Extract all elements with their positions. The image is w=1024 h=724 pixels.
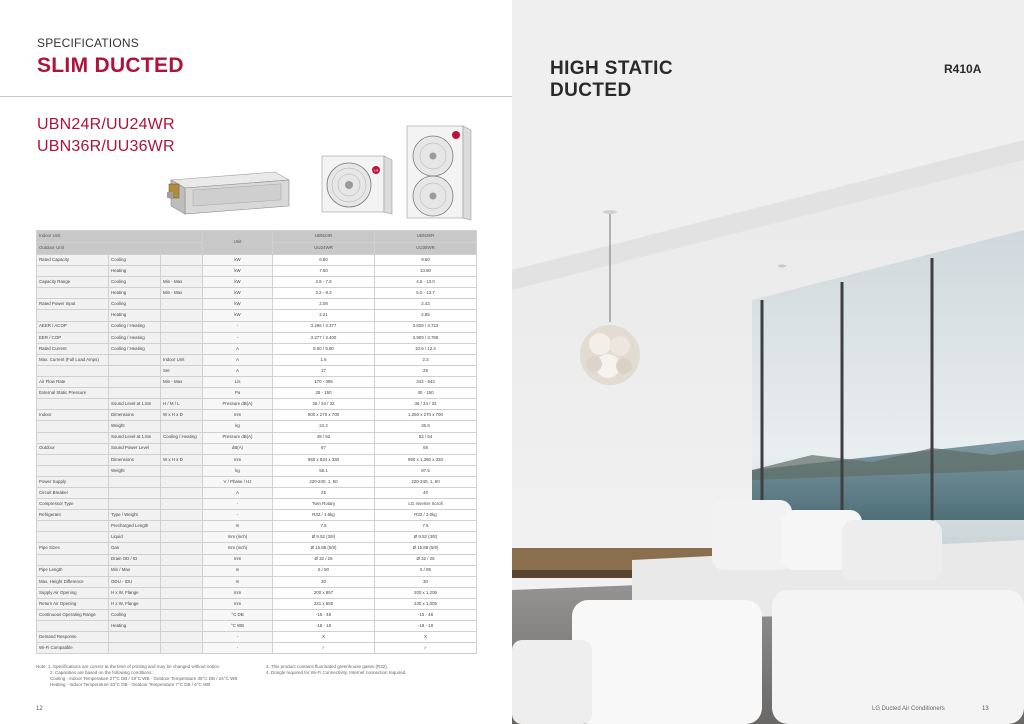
spec-param	[37, 421, 109, 432]
spec-value-model-1: -18 - 18	[273, 621, 375, 632]
spec-value-model-2: LG Inverter Scroll	[375, 499, 477, 510]
spec-value-model-1: 25 - 150	[273, 388, 375, 399]
spec-unit: kW	[203, 288, 273, 299]
spec-condition	[161, 510, 203, 521]
spec-subparam	[109, 487, 161, 498]
spec-value-model-1: 170 - 396	[273, 377, 375, 388]
note-line: 2. Capacities are based on the following conditions:	[50, 670, 153, 675]
header-indoor-label: Indoor Unit	[37, 231, 203, 243]
spec-condition: Min - Max	[161, 288, 203, 299]
spec-value-model-1: 5 / 50	[273, 565, 375, 576]
spec-value-model-1: R32 / 1.6kg	[273, 510, 375, 521]
spec-unit: -	[203, 332, 273, 343]
spec-param: Capacity Range	[37, 277, 109, 288]
spec-value-model-2: 36.5	[375, 421, 477, 432]
spec-value-model-2: 4.5 - 13.0	[375, 277, 477, 288]
spec-condition	[161, 598, 203, 609]
spec-subparam	[109, 365, 161, 376]
spec-param	[37, 554, 109, 565]
spec-param: AEER / ACOP	[37, 321, 109, 332]
spec-condition	[161, 565, 203, 576]
spec-unit: -	[203, 632, 273, 643]
spec-unit: °C WB	[203, 621, 273, 632]
table-row	[37, 255, 477, 266]
spec-condition: W x H x D	[161, 410, 203, 421]
spec-condition: Set	[161, 365, 203, 376]
spec-param	[37, 532, 109, 543]
spec-value-model-2: 28	[375, 365, 477, 376]
refrigerant-label: R410A	[944, 62, 982, 76]
notes-column-1	[36, 664, 266, 688]
spec-value-model-1: 25	[273, 487, 375, 498]
spec-subparam: Heating	[109, 266, 161, 277]
spec-param: Max. Height Difference	[37, 576, 109, 587]
table-row	[37, 521, 477, 532]
spec-param	[37, 621, 109, 632]
table-row	[37, 632, 477, 643]
spec-unit: -	[203, 321, 273, 332]
spec-value-model-2: Ø 9.52 (3/8)	[375, 532, 477, 543]
table-row	[37, 421, 477, 432]
table-row	[37, 465, 477, 476]
spec-value-model-1: 200 x 857	[273, 587, 375, 598]
spec-value-model-2: 2.3	[375, 354, 477, 365]
spec-value-model-2: -18 - 18	[375, 621, 477, 632]
spec-value-model-1: 9.00 / 9.80	[273, 343, 375, 354]
spec-subparam	[109, 377, 161, 388]
spec-condition	[161, 532, 203, 543]
spec-value-model-2: 9.50	[375, 255, 477, 266]
spec-value-model-2: 87.5	[375, 465, 477, 476]
spec-unit: A	[203, 343, 273, 354]
spec-subparam: Weight	[109, 421, 161, 432]
spec-subparam	[109, 354, 161, 365]
spec-unit: kW	[203, 255, 273, 266]
spec-value-model-1: 900 x 270 x 700	[273, 410, 375, 421]
spec-param: EER / COP	[37, 332, 109, 343]
spec-value-model-2: 2.43	[375, 299, 477, 310]
spec-unit: A	[203, 487, 273, 498]
right-page	[512, 0, 1024, 724]
spec-param	[37, 465, 109, 476]
spec-condition	[161, 543, 203, 554]
spec-param: Pipe Sizes	[37, 543, 109, 554]
table-row	[37, 277, 477, 288]
spec-value-model-1: 3.256 / 3.377	[273, 321, 375, 332]
table-row	[37, 399, 477, 410]
spec-subparam: Sound Level at 1.5m	[109, 399, 161, 410]
note-line: 4. Dongle required for Wi-Fi Connectivity. Internet connection required.	[266, 670, 407, 675]
spec-value-model-2: 7.5	[375, 521, 477, 532]
spec-unit: -	[203, 510, 273, 521]
spec-subparam: Sound Power Level	[109, 443, 161, 454]
table-row	[37, 388, 477, 399]
spec-param: Outdoor	[37, 443, 109, 454]
spec-param	[37, 454, 109, 465]
spec-value-model-2: 68	[375, 443, 477, 454]
spec-condition	[161, 443, 203, 454]
specifications-table	[36, 230, 477, 654]
table-row	[37, 643, 477, 654]
spec-value-model-1: 2.08	[273, 299, 375, 310]
spec-condition	[161, 632, 203, 643]
spec-subparam: Cooling / Heating	[109, 343, 161, 354]
spec-value-model-2: 40	[375, 487, 477, 498]
spec-condition	[161, 266, 203, 277]
spec-condition: Min - Max	[161, 377, 203, 388]
table-row	[37, 454, 477, 465]
spec-subparam: Drain OD / ID	[109, 554, 161, 565]
spec-param	[37, 310, 109, 321]
header-model-2-indoor: UBN36R	[375, 231, 477, 243]
spec-unit: °C DB	[203, 610, 273, 621]
spec-param: Power Supply	[37, 476, 109, 487]
spec-unit: kg	[203, 465, 273, 476]
section-kicker: SPECIFICATIONS	[37, 36, 139, 50]
table-row	[37, 487, 477, 498]
spec-subparam: Type / Weight	[109, 510, 161, 521]
spec-value-model-2: 1,250 x 270 x 700	[375, 410, 477, 421]
spec-condition	[161, 476, 203, 487]
spec-value-model-1: 58.1	[273, 465, 375, 476]
table-row	[37, 288, 477, 299]
spec-subparam: Precharged Length	[109, 521, 161, 532]
page-number-left: 12	[36, 706, 43, 712]
spec-param: Indoor	[37, 410, 109, 421]
spec-unit: m	[203, 565, 273, 576]
table-row	[37, 354, 477, 365]
spec-value-model-2: X	[375, 632, 477, 643]
spec-value-model-1: Ø 15.88 (5/8)	[273, 543, 375, 554]
header-outdoor-label: Outdoor Unit	[37, 243, 203, 255]
spec-unit: A	[203, 365, 273, 376]
page-number-right: 13	[982, 706, 989, 712]
spec-param	[37, 521, 109, 532]
table-row	[37, 332, 477, 343]
spec-value-model-2: 40 - 150	[375, 388, 477, 399]
table-row	[37, 343, 477, 354]
spec-unit: A	[203, 354, 273, 365]
spec-unit: -	[203, 643, 273, 654]
table-row	[37, 365, 477, 376]
spec-param: Wi-Fi Compatible	[37, 643, 109, 654]
notes-column-2	[266, 664, 476, 676]
spec-param: Circuit Breaker	[37, 487, 109, 498]
spec-value-model-2: 10.6 / 12.4	[375, 343, 477, 354]
table-row	[37, 510, 477, 521]
spec-value-model-1: 2.21	[273, 310, 375, 321]
spec-value-model-2: 230 x 1,005	[375, 598, 477, 609]
spec-condition	[161, 621, 203, 632]
living-room-photo	[512, 0, 1024, 724]
table-row	[37, 499, 477, 510]
spec-value-model-1: 3.2 - 8.3	[273, 288, 375, 299]
spec-value-model-2: 3.829 / 3.723	[375, 321, 477, 332]
spec-subparam	[109, 476, 161, 487]
table-row	[37, 587, 477, 598]
spec-condition	[161, 332, 203, 343]
spec-unit: Pressure dB(A)	[203, 432, 273, 443]
spec-subparam: Weight	[109, 465, 161, 476]
spec-condition	[161, 554, 203, 565]
spec-condition: H / M / L	[161, 399, 203, 410]
spec-param: Rated Capacity	[37, 255, 109, 266]
spec-value-model-1: 7.5	[273, 521, 375, 532]
spec-value-model-1: 2.8 - 7.8	[273, 277, 375, 288]
spec-subparam: H x W, Flange	[109, 587, 161, 598]
spec-value-model-2: 220-240, 1, 50	[375, 476, 477, 487]
spec-param: Air Flow Rate	[37, 377, 109, 388]
spec-param: Supply Air Opening	[37, 587, 109, 598]
spec-condition	[161, 587, 203, 598]
spec-subparam	[109, 632, 161, 643]
spec-value-model-1: -15 - 48	[273, 610, 375, 621]
spec-unit: -	[203, 499, 273, 510]
spec-subparam: Gas	[109, 543, 161, 554]
spec-value-model-1: 220-240, 1, 50	[273, 476, 375, 487]
spec-param	[37, 399, 109, 410]
spec-condition	[161, 255, 203, 266]
spec-subparam: Cooling	[109, 610, 161, 621]
spec-unit: L/s	[203, 377, 273, 388]
model-name-1: UBN24R/UU24WR	[37, 116, 175, 133]
spec-condition	[161, 610, 203, 621]
spec-value-model-2: 3.909 / 3.789	[375, 332, 477, 343]
spec-value-model-2: 950 x 1,380 x 330	[375, 454, 477, 465]
table-header-row	[37, 231, 477, 243]
spec-param	[37, 266, 109, 277]
spec-value-model-1: 7.50	[273, 266, 375, 277]
right-title-line-1: HIGH STATIC	[550, 58, 673, 79]
spec-condition: W x H x D	[161, 454, 203, 465]
spec-subparam: Cooling	[109, 277, 161, 288]
spec-condition	[161, 343, 203, 354]
spec-unit: m	[203, 521, 273, 532]
spec-param	[37, 365, 109, 376]
spec-subparam: Cooling	[109, 299, 161, 310]
spec-value-model-2: Ø 15.88 (5/8)	[375, 543, 477, 554]
table-row	[37, 443, 477, 454]
spec-subparam: Cooling	[109, 255, 161, 266]
spec-subparam: Heating	[109, 310, 161, 321]
spec-unit: dB(A)	[203, 443, 273, 454]
right-page-title	[550, 58, 673, 102]
table-row	[37, 266, 477, 277]
spec-subparam: Heating	[109, 288, 161, 299]
table-row	[37, 576, 477, 587]
spec-value-model-1: 30	[273, 576, 375, 587]
spec-subparam: ODU - IDU	[109, 576, 161, 587]
spec-value-model-1: 1.6	[273, 354, 375, 365]
table-row	[37, 321, 477, 332]
spec-param: Refrigerant	[37, 510, 109, 521]
spec-subparam: Dimensions	[109, 454, 161, 465]
note-line: Heating - Indoor Temperature 20°C DB · Outdoor Temperature 7°C DB / 6°C WB	[50, 682, 211, 687]
table-row	[37, 532, 477, 543]
spec-value-model-1: 24.2	[273, 421, 375, 432]
spec-value-model-1: 48 / 52	[273, 432, 375, 443]
spec-condition: Min - Max	[161, 277, 203, 288]
spec-value-model-1: Ø 32 / 25	[273, 554, 375, 565]
brochure-footer: LG Ducted Air Conditioners	[872, 706, 945, 712]
spec-param: Rated Current	[37, 343, 109, 354]
spec-unit: kW	[203, 299, 273, 310]
spec-subparam	[109, 388, 161, 399]
spec-subparam: Cooling / Heating	[109, 332, 161, 343]
spec-subparam: Dimensions	[109, 410, 161, 421]
spec-value-model-1: 17	[273, 365, 375, 376]
outdoor-unit-double-fan-image	[403, 122, 475, 222]
header-model-1-outdoor: UU24WR	[273, 243, 375, 255]
spec-value-model-1: 231 x 650	[273, 598, 375, 609]
spec-condition	[161, 310, 203, 321]
lg-logo: LG	[373, 168, 379, 173]
spec-condition	[161, 576, 203, 587]
spec-unit: Pa	[203, 388, 273, 399]
spec-param: Pipe Length	[37, 565, 109, 576]
spec-condition	[161, 521, 203, 532]
spec-param: Continuous Operating Range	[37, 610, 109, 621]
spec-param	[37, 432, 109, 443]
spec-value-model-2: 5 / 85	[375, 565, 477, 576]
spec-unit: m	[203, 576, 273, 587]
spec-condition	[161, 388, 203, 399]
spec-value-model-1: 67	[273, 443, 375, 454]
spec-unit: Pressure dB(A)	[203, 399, 273, 410]
spec-value-model-1: X	[273, 632, 375, 643]
spec-condition	[161, 299, 203, 310]
spec-subparam: Heating	[109, 621, 161, 632]
spec-subparam: Sound Level at 1.5m	[109, 432, 161, 443]
table-row	[37, 543, 477, 554]
outdoor-unit-single-fan-image	[318, 152, 396, 218]
spec-condition	[161, 499, 203, 510]
header-model-1-indoor: UBN24R	[273, 231, 375, 243]
spec-unit: mm	[203, 410, 273, 421]
table-row	[37, 310, 477, 321]
table-row	[37, 554, 477, 565]
table-row	[37, 299, 477, 310]
spec-value-model-2: Ø 32 / 25	[375, 554, 477, 565]
spec-subparam: Cooling / Heating	[109, 321, 161, 332]
spec-value-model-2: -15 - 48	[375, 610, 477, 621]
spec-param: Return Air Opening	[37, 598, 109, 609]
spec-subparam	[109, 643, 161, 654]
table-row	[37, 476, 477, 487]
header-model-2-outdoor: UU36WR	[375, 243, 477, 255]
indoor-unit-image	[165, 170, 293, 216]
spec-value-model-2: 52 / 54	[375, 432, 477, 443]
spec-subparam: H x W, Flange	[109, 598, 161, 609]
table-row	[37, 377, 477, 388]
spec-value-model-2: 5.0 - 13.7	[375, 288, 477, 299]
table-row	[37, 410, 477, 421]
spec-value-model-2: 36 / 34 / 33	[375, 399, 477, 410]
spec-value-model-1: 6.80	[273, 255, 375, 266]
spec-unit: V / Phase / Hz	[203, 476, 273, 487]
spec-unit: kW	[203, 277, 273, 288]
spec-value-model-2: 10.80	[375, 266, 477, 277]
table-row	[37, 621, 477, 632]
spec-value-model-1: 950 x 834 x 330	[273, 454, 375, 465]
spec-unit: kW	[203, 266, 273, 277]
spec-value-model-2: 200 x 1,206	[375, 587, 477, 598]
spec-param	[37, 288, 109, 299]
table-row	[37, 598, 477, 609]
spec-condition: Indoor Unit	[161, 354, 203, 365]
note-line: Cooling - Indoor Temperature 27°C DB / 19°C WB · Outdoor Temperature 35°C DB / 24°C WB	[50, 676, 238, 681]
spec-unit: kg	[203, 421, 273, 432]
spec-param: External Static Pressure	[37, 388, 109, 399]
spec-subparam	[109, 499, 161, 510]
spec-value-model-1: 3.277 / 3.400	[273, 332, 375, 343]
spec-value-model-1: ✓	[273, 643, 375, 654]
spec-param: Max. Current (Full Load Amps)	[37, 354, 109, 365]
spec-value-model-1: 35 / 34 / 32	[273, 399, 375, 410]
page-title: SLIM DUCTED	[37, 54, 184, 77]
spec-subparam: Min / Max	[109, 565, 161, 576]
note-line: 3. This product contains fluorinated greenhouse gases (R32).	[266, 664, 388, 669]
spec-value-model-2: 343 - 643	[375, 377, 477, 388]
spec-subparam: Liquid	[109, 532, 161, 543]
spec-unit: mm	[203, 598, 273, 609]
spec-value-model-2: 2.85	[375, 310, 477, 321]
spec-condition	[161, 487, 203, 498]
spec-value-model-2: R32 / 3.0kg	[375, 510, 477, 521]
spec-unit: mm (inch)	[203, 543, 273, 554]
spec-param: Compressor Type	[37, 499, 109, 510]
spec-condition: Cooling / Heating	[161, 432, 203, 443]
spec-condition	[161, 465, 203, 476]
note-line: Note: 1. Specifications are correct at the time of printing and may be changed without notice.	[36, 664, 221, 669]
spec-unit: mm	[203, 554, 273, 565]
table-row	[37, 610, 477, 621]
spec-condition	[161, 643, 203, 654]
spec-unit: mm	[203, 587, 273, 598]
spec-unit: mm	[203, 454, 273, 465]
spec-value-model-2: ✓	[375, 643, 477, 654]
spec-param: Rated Power Input	[37, 299, 109, 310]
spec-condition	[161, 421, 203, 432]
table-row	[37, 565, 477, 576]
spec-unit: kW	[203, 310, 273, 321]
spec-condition	[161, 321, 203, 332]
table-row	[37, 432, 477, 443]
spec-unit: mm (inch)	[203, 532, 273, 543]
model-name-2: UBN36R/UU36WR	[37, 138, 175, 155]
spec-param: Demand Response	[37, 632, 109, 643]
header-unit: Unit	[203, 231, 273, 255]
title-divider	[0, 96, 512, 97]
right-title-line-2: DUCTED	[550, 80, 632, 101]
spec-value-model-1: Ø 9.52 (3/8)	[273, 532, 375, 543]
spec-value-model-1: Twin Rotary	[273, 499, 375, 510]
spec-value-model-2: 30	[375, 576, 477, 587]
